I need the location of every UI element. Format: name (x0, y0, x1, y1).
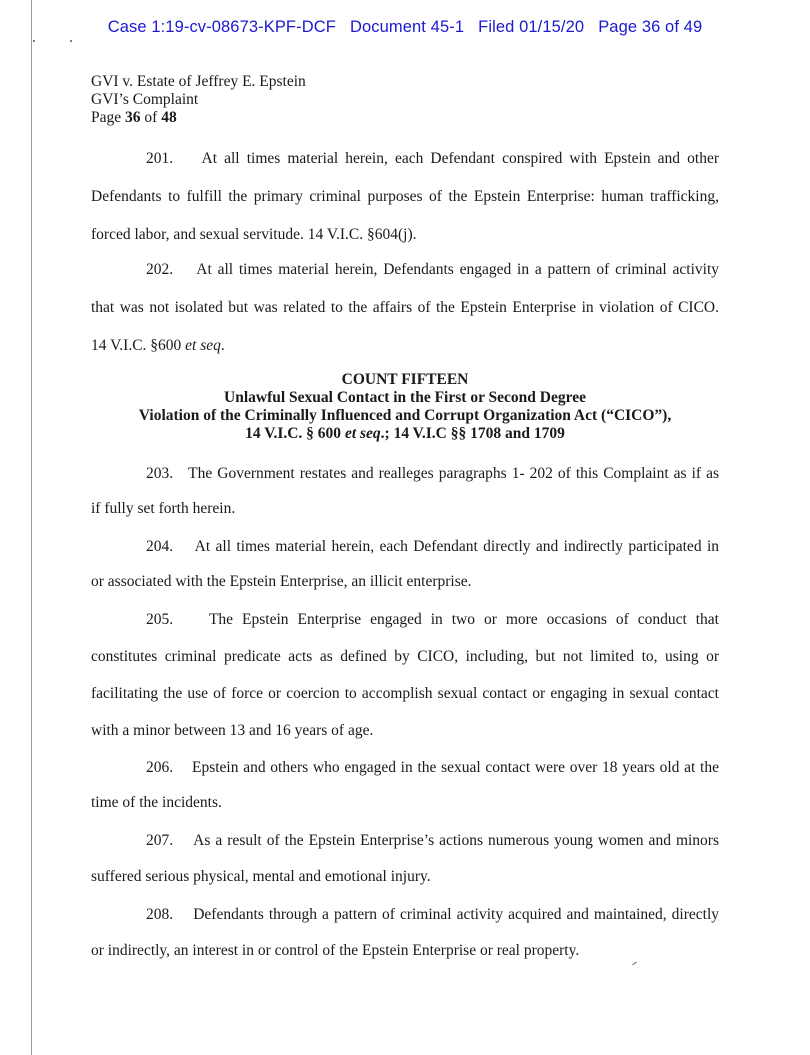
paragraph-line: 201. At all times material herein, each Defendant conspired with Epstein and other (146, 150, 719, 167)
paragraph-line: forced labor, and sexual servitude. 14 V.I.C. §604(j). (91, 226, 417, 243)
paragraph-line: 205. The Epstein Enterprise engaged in two or more occasions of conduct that (146, 611, 719, 628)
caption-page-number: Page 36 of 48 (91, 109, 177, 126)
paragraph-number: 201. (146, 150, 174, 167)
paragraph-line: with a minor between 13 and 16 years of age. (91, 722, 374, 739)
paragraph-line: if fully set forth herein. (91, 500, 236, 517)
caption-case-title: GVI v. Estate of Jeffrey E. Epstein (91, 73, 306, 90)
paragraph-number: 208. (146, 906, 174, 923)
paragraph-line: time of the incidents. (91, 794, 222, 811)
page-counter: Page 36 of 49 (598, 18, 703, 36)
count-subtitle-line: 14 V.I.C. § 600 et seq.; 14 V.I.C §§ 1708 and 1709 (245, 425, 565, 442)
paragraph-line: 202. At all times material herein, Defendants engaged in a pattern of criminal activity (146, 261, 719, 278)
paragraph-line: 14 V.I.C. §600 et seq. (91, 337, 225, 354)
paragraph-line: or associated with the Epstein Enterprise, an illicit enterprise. (91, 573, 472, 590)
paragraph-number: 205. (146, 611, 174, 628)
page-margin-line (31, 0, 32, 1055)
document-caption (91, 73, 306, 127)
paragraph-line: 207. As a result of the Epstein Enterprise’s actions numerous young women and minors (146, 832, 720, 849)
caption-document-title: GVI’s Complaint (91, 91, 199, 108)
paragraph-line: 206. Epstein and others who engaged in the sexual contact were over 18 years old at the (146, 759, 719, 776)
scan-mark (632, 962, 637, 966)
count-title: COUNT FIFTEEN (341, 371, 469, 388)
paragraph-line: facilitating the use of force or coercion to accomplish sexual contact or engaging in sexual contact (91, 685, 719, 702)
paragraph-number: 207. (146, 832, 174, 849)
paragraph-number: 202. (146, 261, 174, 278)
paragraph-line: 204. At all times material herein, each Defendant directly and indirectly participated in (146, 538, 719, 555)
ecf-filing-header (0, 18, 810, 37)
count-subtitle-line: Unlawful Sexual Contact in the First or Second Degree (224, 389, 586, 406)
paragraph-line: Defendants to fulfill the primary criminal purposes of the Epstein Enterprise: human trafficking, (91, 188, 719, 205)
paragraph-line: that was not isolated but was related to the affairs of the Epstein Enterprise in violation of CICO. (91, 299, 719, 316)
document-number: Document 45-1 (349, 18, 465, 36)
paragraph-number: 206. (146, 759, 174, 776)
paragraph-number: 204. (146, 538, 174, 555)
paragraph-line: 203. The Government restates and realleges paragraphs 1- 202 of this Complaint as if as (146, 465, 719, 482)
paragraph-number: 203. (146, 465, 174, 482)
paragraph-line: constitutes criminal predicate acts as defined by CICO, including, but not limited to, using or (91, 648, 719, 665)
scan-speck (33, 40, 35, 42)
paragraph-line: 208. Defendants through a pattern of criminal activity acquired and maintained, directly (146, 906, 720, 923)
count-subtitle-line: Violation of the Criminally Influenced and Corrupt Organization Act (“CICO”), (138, 407, 672, 424)
case-number: Case 1:19-cv-08673-KPF-DCF (107, 18, 336, 36)
filed-date: Filed 01/15/20 (478, 18, 585, 36)
paragraph-line: suffered serious physical, mental and emotional injury. (91, 868, 431, 885)
paragraph-line: or indirectly, an interest in or control of the Epstein Enterprise or real property. (91, 942, 580, 959)
scan-speck (70, 40, 72, 42)
